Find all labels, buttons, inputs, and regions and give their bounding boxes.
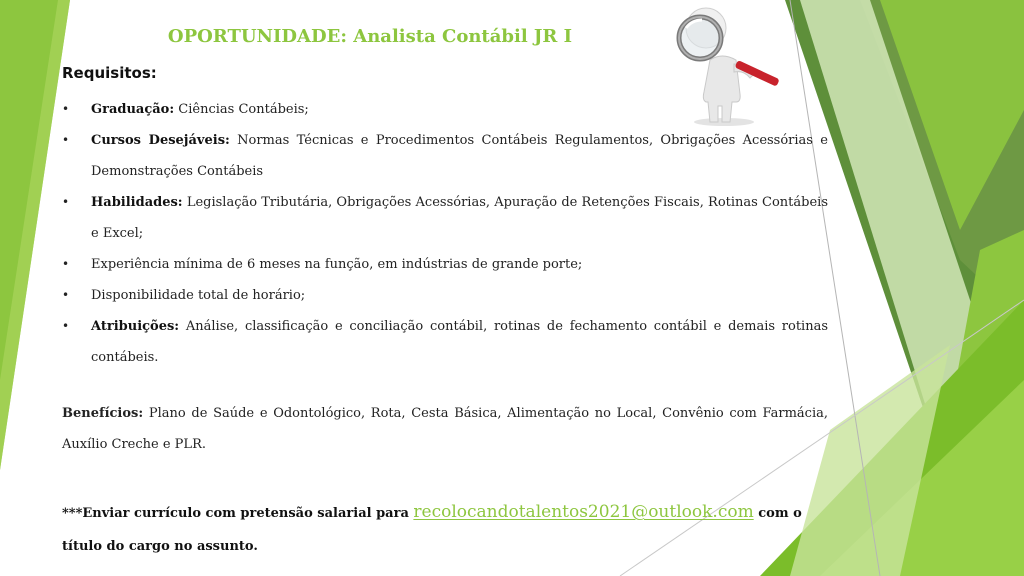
item-label: Atribuições:	[91, 319, 180, 334]
email-link[interactable]: recolocandotalentos2021@outlook.com	[413, 502, 754, 522]
apply-text-after: com o título do cargo no assunto.	[62, 506, 802, 554]
item-label: Cursos Desejáveis:	[91, 133, 230, 148]
requirements-list	[62, 94, 828, 373]
bullet-icon: •	[62, 257, 70, 271]
list-item	[62, 249, 828, 280]
requirements-heading: Requisitos:	[62, 64, 157, 82]
bullet-icon: •	[62, 195, 70, 209]
bullet-icon: •	[62, 319, 70, 333]
apply-instructions	[62, 496, 828, 563]
item-text: Disponibilidade total de horário;	[91, 288, 306, 303]
item-text: Experiência mínima de 6 meses na função, em indústrias de grande porte;	[91, 257, 583, 272]
item-text: Legislação Tributária, Obrigações Acessórias, Apuração de Retenções Fiscais, Rotinas Contábeis e Excel;	[91, 195, 828, 241]
bullet-icon: •	[62, 102, 70, 116]
list-item	[62, 125, 828, 187]
benefits-paragraph	[62, 398, 828, 460]
item-text: Análise, classificação e conciliação contábil, rotinas de fechamento contábil e demais rotinas contábeis.	[91, 319, 828, 365]
item-text: Normas Técnicas e Procedimentos Contábeis Regulamentos, Obrigações Acessórias e Demonstrações Contábeis	[91, 133, 828, 179]
benefits-text: Plano de Saúde e Odontológico, Rota, Cesta Básica, Alimentação no Local, Convênio com Farmácia, Auxílio Creche e PLR.	[62, 406, 828, 452]
bullet-icon: •	[62, 133, 70, 147]
bullet-icon: •	[62, 288, 70, 302]
apply-text-before: ***Enviar currículo com pretensão salarial para	[62, 506, 414, 521]
list-item	[62, 280, 828, 311]
item-label: Graduação:	[91, 102, 175, 117]
magnifying-glass-figure-icon	[662, 2, 782, 127]
list-item	[62, 187, 828, 249]
item-text: Ciências Contábeis;	[174, 102, 309, 117]
list-item	[62, 311, 828, 373]
page-title: OPORTUNIDADE: Analista Contábil JR I	[167, 26, 573, 47]
benefits-label: Benefícios:	[62, 406, 144, 421]
item-label: Habilidades:	[91, 195, 183, 210]
